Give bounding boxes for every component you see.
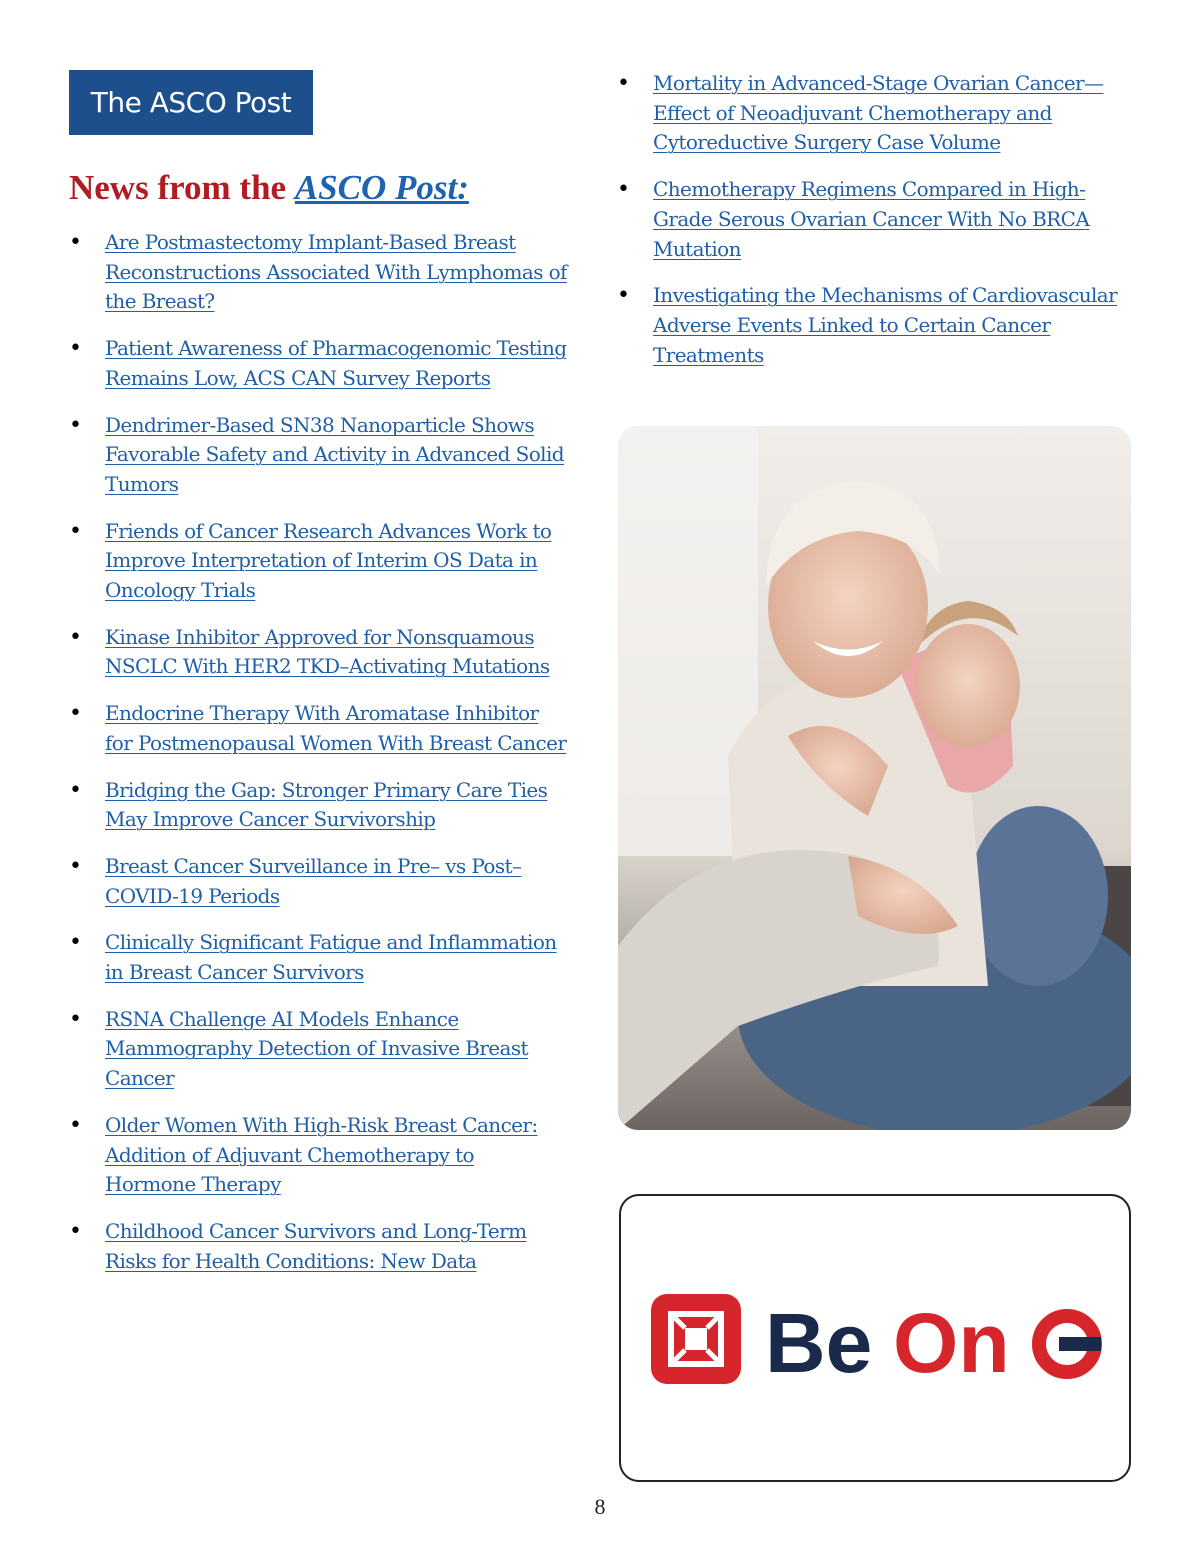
article-link[interactable]: Older Women With High-Risk Breast Cancer: Addition of Adjuvant Chemotherapy to Hormone Therapy [105, 1112, 538, 1197]
right-article-list [617, 69, 1127, 387]
article-link[interactable]: Breast Cancer Surveillance in Pre– vs Post–COVID-19 Periods [105, 853, 522, 908]
article-link[interactable]: Are Postmastectomy Implant-Based Breast Reconstructions Associated With Lymphomas of the Breast? [105, 230, 567, 314]
article-link[interactable]: Clinically Significant Fatigue and Inflammation in Breast Cancer Survivors [105, 930, 557, 985]
asco-post-link[interactable]: ASCO Post: [294, 168, 469, 207]
asco-post-logo[interactable] [69, 70, 313, 135]
list-item [69, 623, 569, 682]
list-item [617, 69, 1127, 158]
article-link[interactable]: RSNA Challenge AI Models Enhance Mammography Detection of Invasive Breast Cancer [105, 1006, 528, 1091]
beone-wordmark-part: On [893, 1296, 1010, 1388]
list-item [69, 228, 569, 317]
article-link[interactable]: Bridging the Gap: Stronger Primary Care Ties May Improve Cancer Survivorship [105, 777, 548, 832]
heading-prefix: News from the [69, 168, 295, 207]
list-item [69, 699, 569, 758]
beone-logo [649, 1292, 1105, 1388]
page-heading [69, 168, 469, 208]
article-link[interactable]: Investigating the Mechanisms of Cardiovascular Adverse Events Linked to Certain Cancer Treatments [653, 283, 1118, 367]
list-item [617, 175, 1127, 264]
list-item [69, 1005, 569, 1094]
article-link[interactable]: Friends of Cancer Research Advances Work to Improve Interpretation of Interim OS Data in Oncology Trials [105, 518, 552, 603]
list-item [69, 776, 569, 835]
mother-daughter-photo [618, 426, 1131, 1130]
article-link[interactable]: Dendrimer-Based SN38 Nanoparticle Shows Favorable Safety and Activity in Advanced Solid Tumors [105, 412, 564, 496]
list-item [69, 334, 569, 393]
list-item [69, 411, 569, 500]
list-item [69, 1217, 569, 1276]
article-link[interactable]: Patient Awareness of Pharmacogenomic Testing Remains Low, ACS CAN Survey Reports [105, 336, 567, 390]
left-article-list [69, 228, 569, 1293]
article-link[interactable]: Mortality in Advanced-Stage Ovarian Cancer—Effect of Neoadjuvant Chemotherapy and Cytoreductive Surgery Case Volume [653, 71, 1104, 155]
page-number: 8 [594, 1494, 606, 1519]
list-item [69, 517, 569, 606]
article-link[interactable]: Chemotherapy Regimens Compared in High-Grade Serous Ovarian Cancer With No BRCA Mutation [653, 177, 1090, 261]
beone-ad[interactable] [619, 1194, 1131, 1482]
article-link[interactable]: Childhood Cancer Survivors and Long-Term Risks for Health Conditions: New Data [105, 1218, 527, 1273]
beone-wordmark-part: Be [765, 1296, 873, 1388]
logo-text: The ASCO Post [90, 86, 292, 119]
list-item [69, 852, 569, 911]
list-item [69, 928, 569, 987]
photo-illustration [618, 426, 1131, 1130]
article-link[interactable]: Endocrine Therapy With Aromatase Inhibitor for Postmenopausal Women With Breast Cancer [105, 701, 567, 755]
list-item [617, 281, 1127, 370]
list-item [69, 1111, 569, 1200]
article-link[interactable]: Kinase Inhibitor Approved for Nonsquamous NSCLC With HER2 TKD–Activating Mutations [105, 624, 550, 679]
